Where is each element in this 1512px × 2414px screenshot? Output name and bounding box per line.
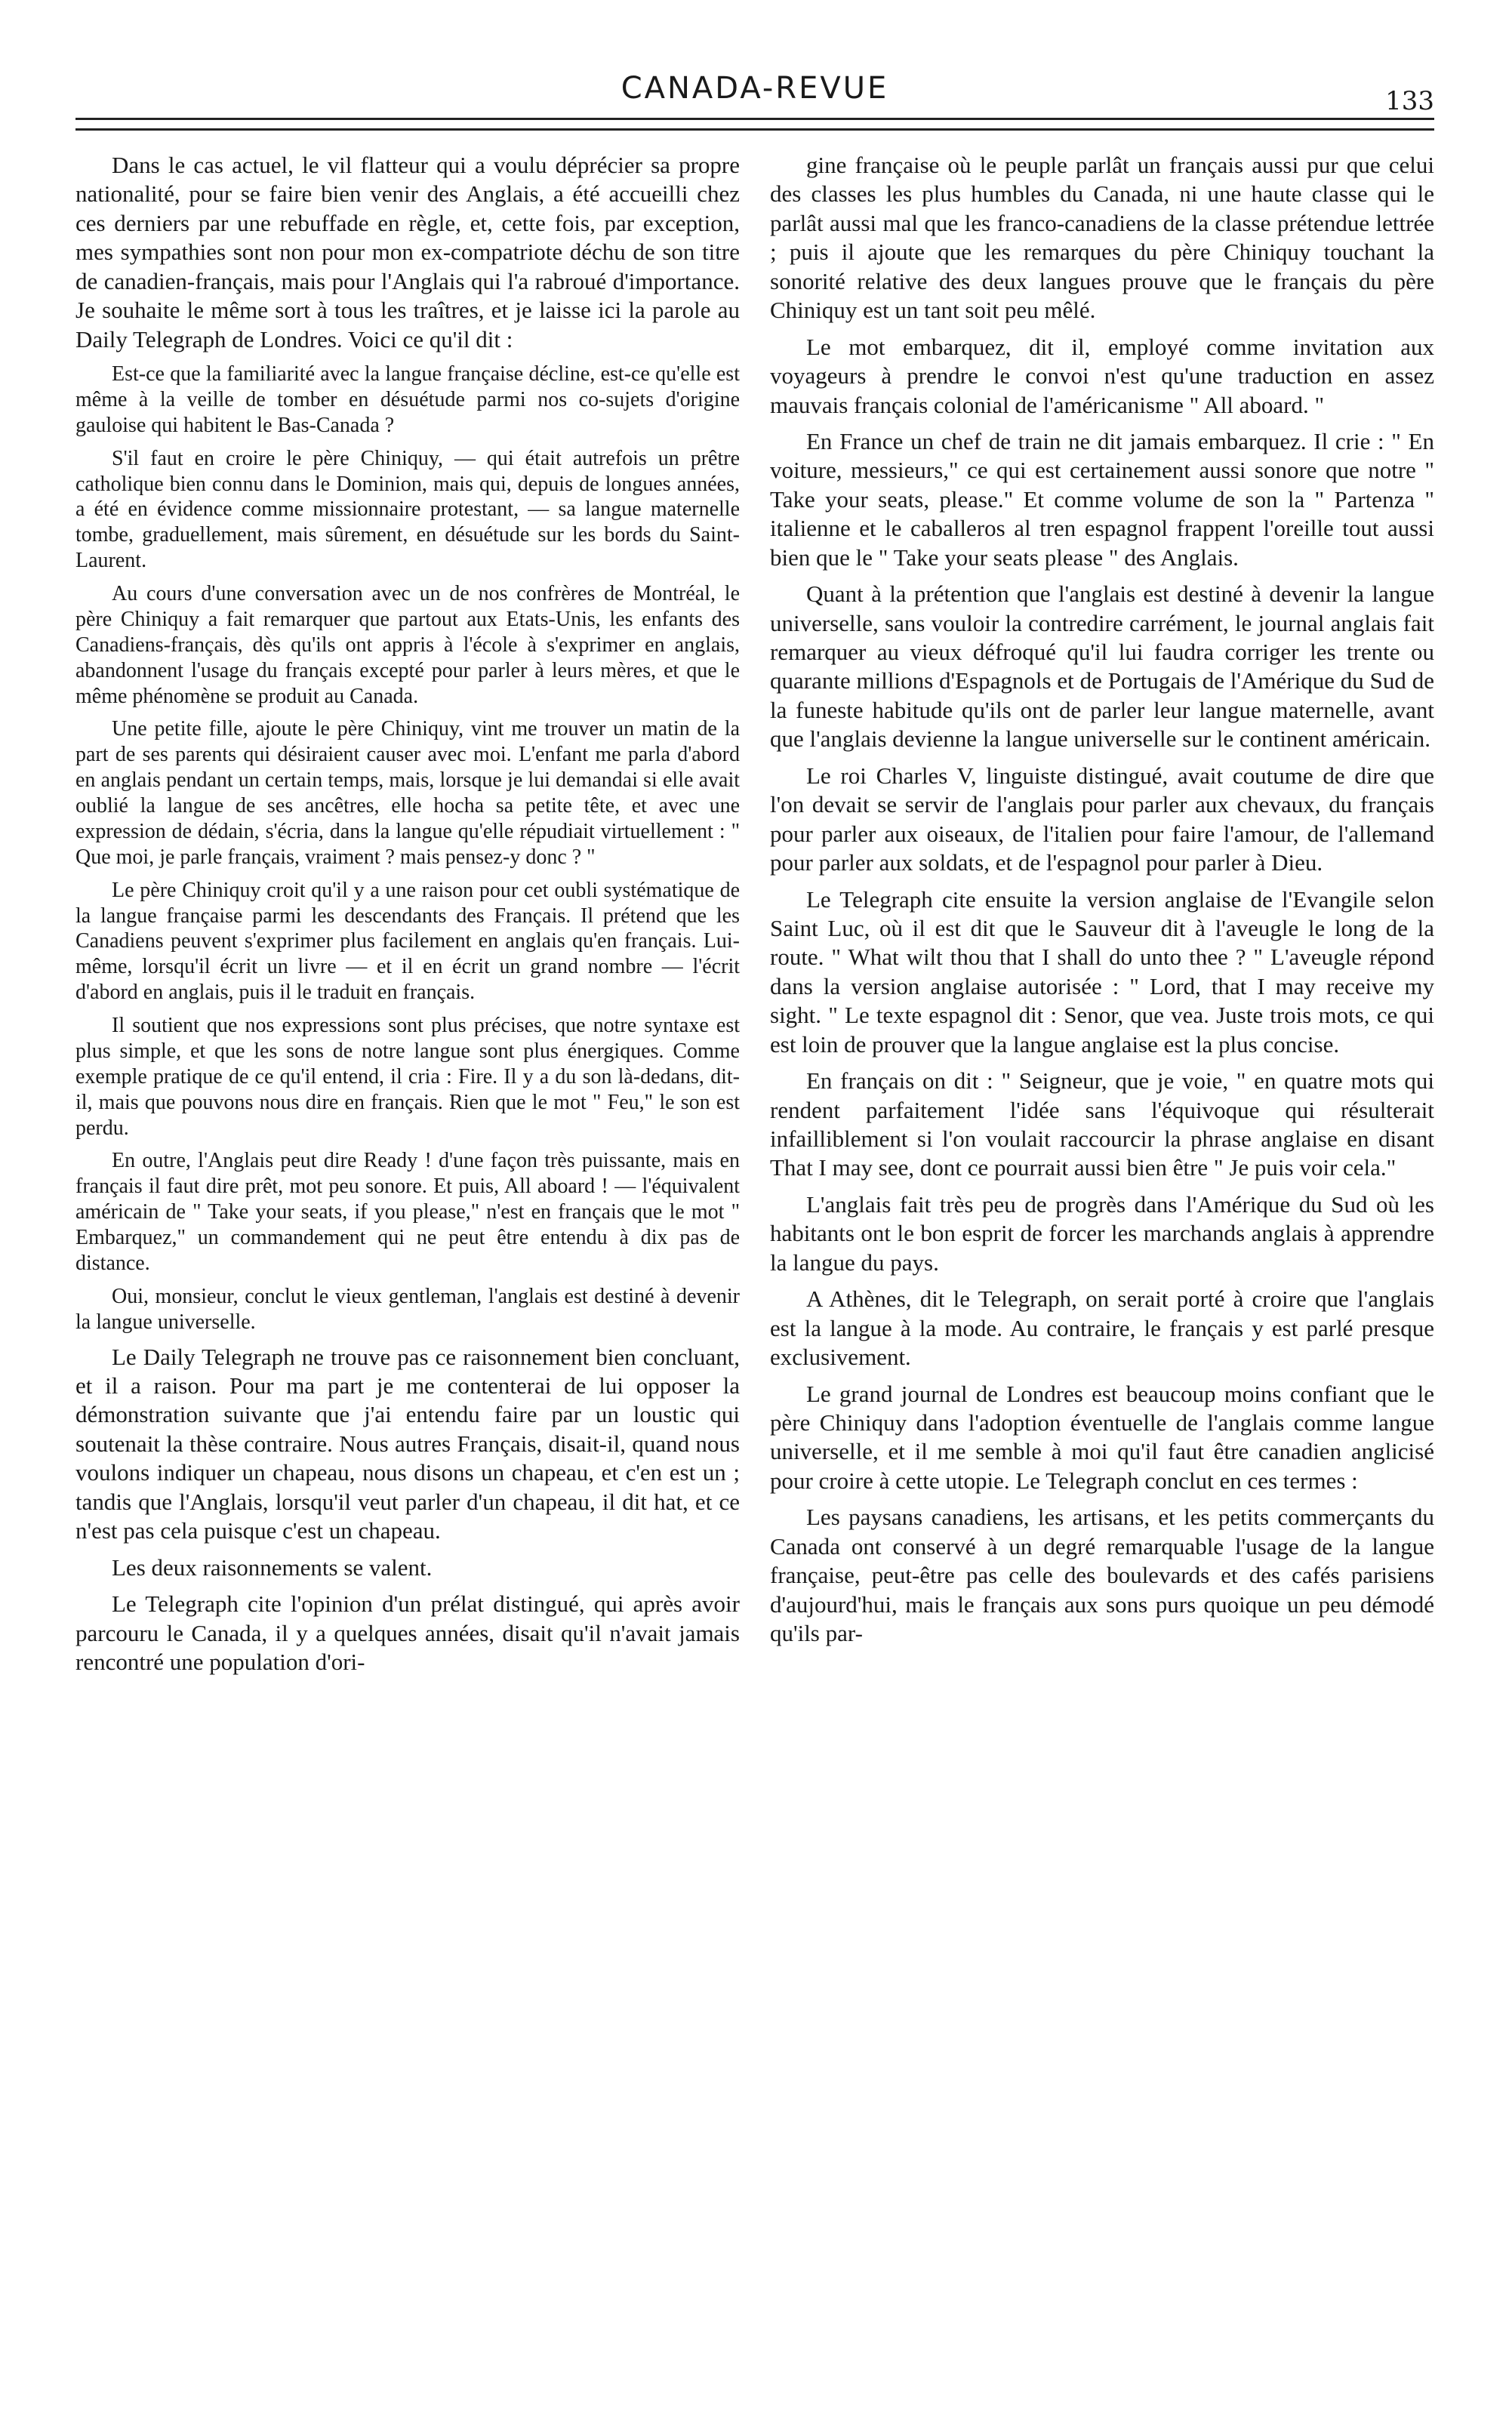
paragraph: Les paysans canadiens, les artisans, et les petits commerçants du Canada ont conservé à un degré remarquable l'usage de la langue française, peut-être pas celle des boulevards et des cafés parisiens d'aujourd'hui, mais le français aux sons purs quoique un peu démodé qu'ils par-	[770, 1504, 1434, 1646]
header-rule	[75, 118, 1434, 120]
page-header	[75, 66, 1434, 142]
paragraph: En France un chef de train ne dit jamais embarquez. Il crie : " En voiture, messieurs," ce qui est certainement aussi sonore que notre " Take your seats, please." Et comme volume de son la " Partenza " italienne et le caballeros al tren espagnol frappent l'oreille tout aussi bien que le " Take your seats please " des Anglais.	[770, 427, 1434, 571]
page-number: 133	[1385, 86, 1434, 116]
paragraph: Le grand journal de Londres est beaucoup moins confiant que le père Chiniquy dans l'adoption éventuelle de l'anglais comme langue universelle, et il me semble à moi qu'il faut être canadien anglicisé pour croire à cette utopie. Le Telegraph conclut en ces termes :	[770, 1380, 1434, 1494]
paragraph: En français on dit : " Seigneur, que je voie, " en quatre mots qui rendent parfaitement l'idée sans l'équivoque qui résulterait infailliblement si l'on voulait raccourcir la phrase anglaise en disant That I may see, dont ce pourrait aussi bien être " Je puis voir cela."	[770, 1067, 1434, 1181]
paragraph: Le roi Charles V, linguiste distingué, avait coutume de dire que l'on devait se servir de l'anglais pour parler aux chevaux, du français pour parler aux oiseaux, de l'italien pour faire l'amour, de l'allemand pour parler aux soldats, et de l'espagnol pour parler à Dieu.	[770, 762, 1434, 876]
quoted-paragraph: Oui, monsieur, conclut le vieux gentleman, l'anglais est destiné à devenir la langue universelle.	[75, 1284, 740, 1334]
paragraph: L'anglais fait très peu de progrès dans l'Amérique du Sud où les habitants ont le bon esprit de forcer les marchands anglais à apprendre la langue du pays.	[770, 1190, 1434, 1276]
header-rule	[75, 128, 1434, 131]
paragraph: gine française où le peuple parlât un français aussi pur que celui des classes les plus humbles du Canada, ni une haute classe qui le parlât aussi mal que les franco-canadiens de la classe prétendue lettrée ; puis il ajoute que les remarques du père Chiniquy touchant la sonorité relative des deux langues prouve que le français du père Chiniquy est un tant soit peu mêlé.	[770, 152, 1434, 324]
quoted-paragraph: Il soutient que nos expressions sont plus précises, que notre syntaxe est plus simple, et que les sons de notre langue sont plus énergiques. Comme exemple pratique de ce qu'il entend, il cria : Fire. Il y a du son là-dedans, dit-il, mais que pouvons nous dire en français. Rien que le mot " Feu," le son est perdu.	[75, 1014, 740, 1140]
paragraph: Les deux raisonnements se valent.	[112, 1553, 433, 1581]
paragraph: A Athènes, dit le Telegraph, on serait porté à croire que l'anglais est la langue à la mode. Au contraire, le français y est parlé presque exclusivement.	[770, 1286, 1434, 1371]
right-column	[770, 151, 1434, 1655]
paragraph: Dans le cas actuel, le vil flatteur qui a voulu déprécier sa propre nationalité, pour se faire bien venir des Anglais, a été accueilli chez ces derniers par une rebuffade en règle, et, cette fois, par exception, mes sympathies sont non pour mon ex-compatriote déchu de son titre de canadien-français, mais pour l'Anglais qui l'a rabroué d'importance. Je souhaite le même sort à tous les traîtres, et je laisse ici la parole au Daily Telegraph de Londres. Voici ce qu'il dit :	[75, 152, 740, 353]
paragraph: Le mot embarquez, dit il, employé comme invitation aux voyageurs à prendre le convoi n'est qu'une traduction en assez mauvais français colonial de l'américanisme " All aboard. "	[770, 333, 1434, 418]
paragraph: Le Daily Telegraph ne trouve pas ce raisonnement bien concluant, et il a raison. Pour ma part je me contenterai de lui opposer la démonstration suivante que j'ai entendu faire par un loustic qui soutenait la thèse contraire. Nous autres Français, disait-il, quand nous voulons indiquer un chapeau, nous disons un chapeau, et c'en est un ; tandis que l'Anglais, lorsqu'il veut parler d'un chapeau, il dit hat, et ce n'est pas cela puisque c'est un chapeau.	[75, 1343, 740, 1544]
quoted-paragraph: Au cours d'une conversation avec un de nos confrères de Montréal, le père Chiniquy a fait remarquer que partout aux Etats-Unis, les enfants des Canadiens-français, dès qu'ils ont appris à l'école à s'exprimer en anglais, abandonnent l'usage du français excepté pour parler à leurs mères, et que le même phénomène se produit au Canada.	[75, 582, 740, 708]
quoted-paragraph: Est-ce que la familiarité avec la langue française décline, est-ce qu'elle est même à la veille de tomber en désuétude parmi nos co-sujets d'origine gauloise qui habitent le Bas-Canada ?	[75, 362, 740, 437]
running-title: CANADA-REVUE	[621, 71, 889, 106]
paragraph: Le Telegraph cite l'opinion d'un prélat distingué, qui après avoir parcouru le Canada, il y a quelques années, disait qu'il n'avait jamais rencontré une population d'ori-	[75, 1590, 740, 1675]
paragraph: Le Telegraph cite ensuite la version anglaise de l'Evangile selon Saint Luc, où il est dit que le Sauveur dit à l'aveugle le long de la route. " What wilt thou that I shall do unto thee ? " L'aveugle répond dans la version anglaise autorisée : " Lord, that I may receive my sight. " Le texte espagnol dit : Senor, que vea. Juste trois mots, ce qui est loin de prouver que la langue anglaise est la plus concise.	[770, 885, 1434, 1058]
quoted-paragraph: S'il faut en croire le père Chiniquy, — qui était autrefois un prêtre catholique bien connu dans le Dominion, mais qui, depuis de longues années, a été en évidence comme missionnaire protestant, — sa langue maternelle tombe, graduellement, mais sûrement, en désuétude sur les bords du Saint-Laurent.	[75, 446, 740, 573]
quoted-paragraph: En outre, l'Anglais peut dire Ready ! d'une façon très puissante, mais en français il faut dire prêt, mot peu sonore. Et puis, All aboard ! — l'équivalent américain de " Take your seats, if you please," n'est en français que le mot " Embarquez," un commandement qui ne peut être entendu à dix pas de distance.	[75, 1149, 740, 1275]
quoted-paragraph: Le père Chiniquy croit qu'il y a une raison pour cet oubli systématique de la langue française parmi les descendants des Français. Il prétend que les Canadiens peuvent s'exprimer plus facilement en anglais qu'en français. Lui-même, lorsqu'il écrit un livre — et il en écrit un grand nombre — l'écrit d'abord en anglais, puis il le traduit en français.	[75, 878, 740, 1005]
quoted-paragraph: Une petite fille, ajoute le père Chiniquy, vint me trouver un matin de la part de ses parents qui désiraient causer avec moi. L'enfant me parla d'abord en anglais pendant un certain temps, mais, lorsque je lui demandai si elle avait oublié la langue de ses ancêtres, elle hocha sa petite tête, et avec une expression de dédain, s'écria, dans la langue qu'elle répudiait virtuellement : " Que moi, je parle français, vraiment ? mais pensez-y donc ? "	[75, 717, 740, 869]
paragraph: Quant à la prétention que l'anglais est destiné à devenir la langue universelle, sans vouloir la contredire carrément, le journal anglais fait remarquer au vieux défroqué qu'il lui faudra corriger les trente ou quarante millions d'Espagnols et de Portugais de l'Amérique du Sud de la funeste habitude qu'ils ont de parler leur langue maternelle, avant que l'anglais devienne la langue universelle sur le continent américain.	[770, 580, 1434, 753]
left-column	[75, 151, 740, 1684]
